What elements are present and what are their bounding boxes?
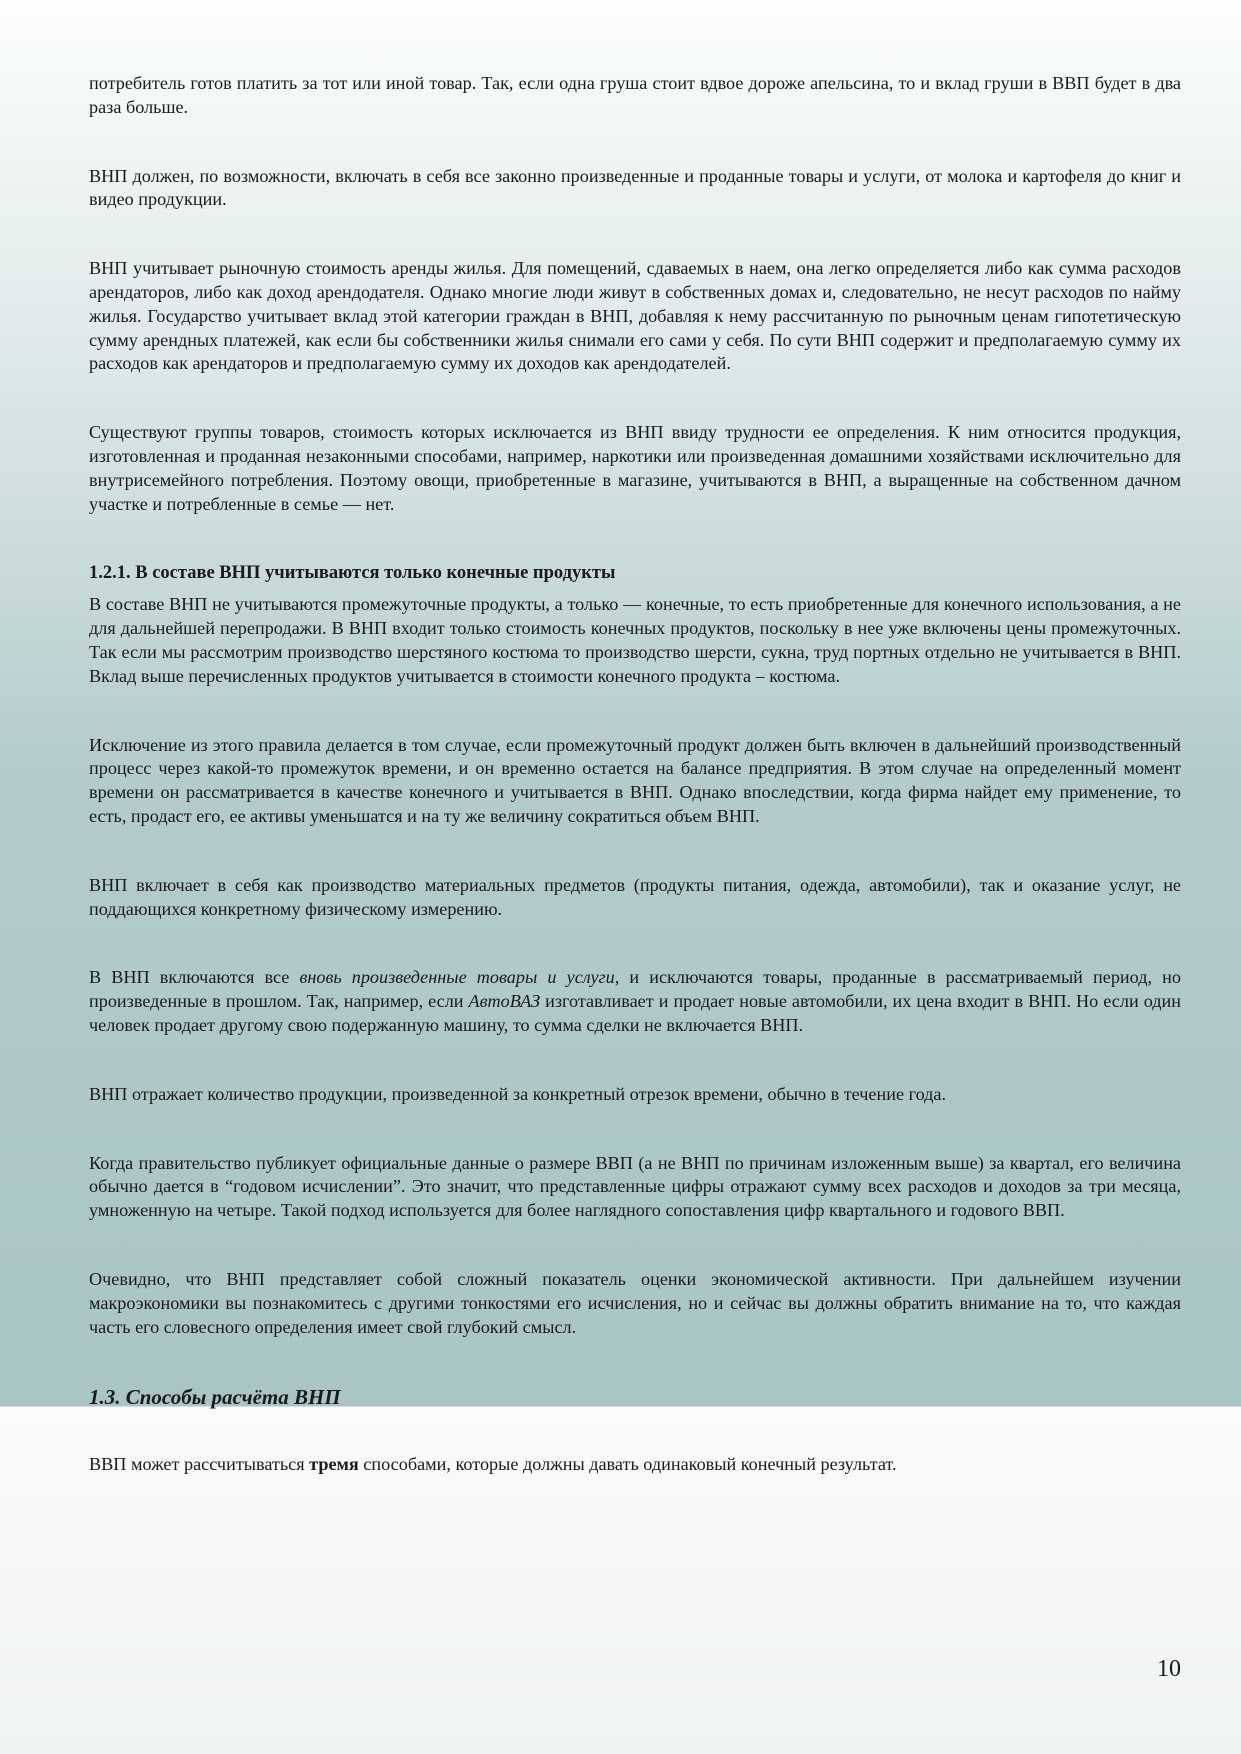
document-body (89, 72, 1181, 1477)
paragraph-intermediate-products: В составе ВНП не учитываются промежуточные продукты, а только — конечные, то есть приобретенные для конечного использования, а не для дальнейшей перепродажи. В ВНП входит только стоимость конечных продуктов, поскольку в нее уже включены цены промежуточных. Так если мы рассмотрим производство шерстяного костюма то производство шерсти, сукна, труд портных отдельно не учитывается в ВНП. Вклад выше перечисленных продуктов учитывается в стоимости конечного продукта – костюма. (89, 594, 1181, 686)
paragraph-new-goods (89, 966, 1181, 1037)
section-heading-calculation-methods: 1.3. Способы расчёта ВНП (89, 1385, 341, 1410)
paragraph-time-period: ВНП отражает количество продукции, произведенной за конкретный отрезок времени, обычно в течение года. (89, 1083, 947, 1104)
paragraph-gnp-legal-goods: ВНП должен, по возможности, включать в себя все законно произведенные и проданные товары и услуги, от молока и картофеля до книг и видео продукции. (89, 165, 1181, 210)
new-goods-italic-1: вновь произведенные товары и услуги (299, 967, 615, 988)
paragraph-exception-rule: Исключение из этого правила делается в том случае, если промежуточный продукт должен быть включен в дальнейший производственный процесс через какой-то промежуток времени, и он временно остается на балансе предприятия. В этом случае на определенный момент времени он рассматривается в качестве конечного и учитывается в ВНП. Однако впоследствии, когда фирма найдет ему применение, то есть, продаст его, ее активы уменьшатся и на ту же величину сократиться объем ВНП. (89, 734, 1181, 826)
paragraph-excluded-goods: Существуют группы товаров, стоимость которых исключается из ВНП ввиду трудности ее определения. К ним относится продукция, изготовленная и проданная незаконными способами, например, наркотики или произведенная домашними хозяйствами исключительно для внутрисемейного потребления. Поэтому овощи, приобретенные в магазине, учитываются в ВНП, а выращенные на собственном дачном участке и потребленные в семье — нет. (89, 422, 1181, 514)
paragraph-gnp-rent: ВНП учитывает рыночную стоимость аренды жилья. Для помещений, сдаваемых в наем, она легко определяется либо как сумма расходов арендаторов, либо как доход арендодателя. Однако многие люди живут в собственных домах и, следовательно, не несут расходов по найму жилья. Государство учитывает вклад этой категории граждан в ВНП, добавляя к нему рассчитанную по рыночным ценам гипотетическую сумму арендных платежей, как если бы собственники жилья снимали его сами у себя. По сути ВНП содержит и предполагаемую сумму их расходов как арендаторов и предполагаемую сумму их доходов как арендодателей. (89, 258, 1181, 374)
three-methods-bold: тремя (309, 1454, 359, 1475)
new-goods-text-1: В ВНП включаются все (89, 967, 300, 988)
subheading-final-products: 1.2.1. В составе ВНП учитываются только конечные продукты (89, 563, 616, 584)
paragraph-quarterly-data: Когда правительство публикует официальные данные о размере ВВП (а не ВНП по причинам изложенным выше) за квартал, его величина обычно дается в “годовом исчислении”. Это значит, что представленные цифры отражают сумму всех расходов и доходов за три месяца, умноженную на четыре. Такой подход используется для более наглядного сопоставления цифр квартального и годового ВВП. (89, 1152, 1181, 1221)
paragraph-three-methods (89, 1453, 1181, 1477)
page-number: 10 (1157, 1656, 1181, 1682)
paragraph-complex-indicator: Очевидно, что ВНП представляет собой сложный показатель оценки экономической активности. При дальнейшем изучении макроэкономики вы познакомитесь с другими тонкостями его исчисления, но и сейчас вы должны обратить внимание на то, что каждая часть его словесного определения имеет свой глубокий смысл. (89, 1268, 1181, 1337)
new-goods-text-2: , и исключаются товары, проданные в рассматриваемый период, но произведенные в прошлом. Так, например, если (89, 967, 1181, 1012)
three-methods-text-1: ВВП может рассчитываться (89, 1454, 310, 1475)
paragraph-goods-and-services: ВНП включает в себя как производство материальных предметов (продукты питания, одежда, автомобили), так и оказание услуг, не поддающихся конкретному физическому измерению. (89, 874, 1181, 919)
paragraph-gdp-pear: потребитель готов платить за тот или иной товар. Так, если одна груша стоит вдвое дороже апельсина, то и вклад груши в ВВП будет в два раза больше. (89, 73, 1181, 117)
new-goods-italic-2: АвтоВАЗ (468, 991, 541, 1012)
three-methods-text-2: способами, которые должны давать одинаковый конечный результат. (358, 1454, 897, 1475)
new-goods-text-3: изготавливает и продает новые автомобили, их цена входит в ВНП. Но если один человек продает другому свою подержанную машину, то сумма сделки не включается ВНП. (89, 991, 1181, 1035)
